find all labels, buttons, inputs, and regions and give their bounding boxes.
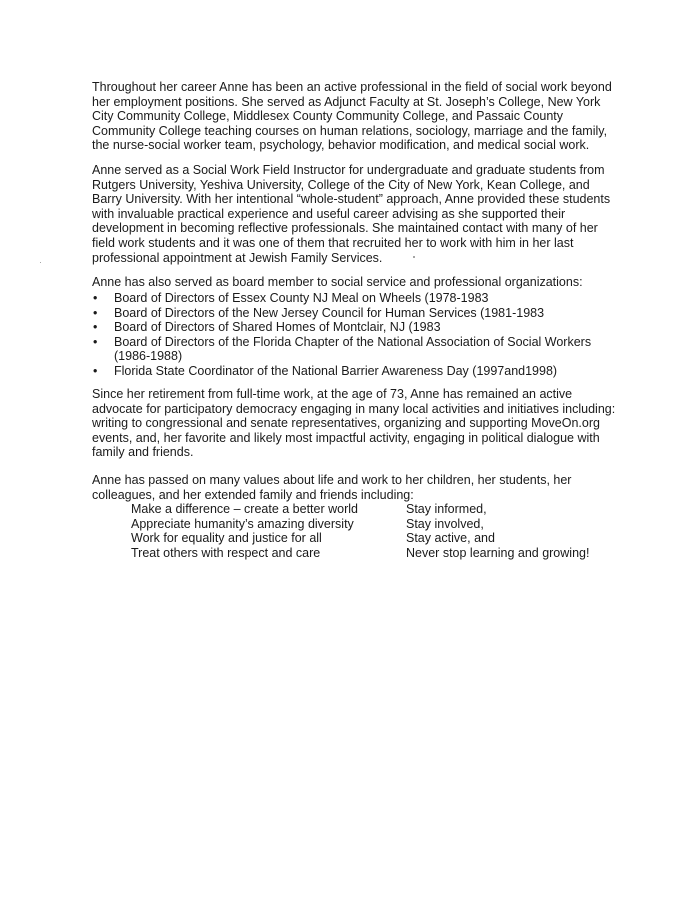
scan-speck	[40, 262, 41, 263]
value-item: Treat others with respect and care	[131, 545, 321, 560]
text-line: her employment positions. She served as Adjunct Faculty at St. Joseph’s College, New York	[92, 94, 601, 109]
list-item-text: Board of Directors of the Florida Chapter of the National Association of Social Workers	[114, 334, 592, 349]
text-line: events, and, her favorite and likely most impactful activity, engaging in political dialogue with	[92, 430, 600, 445]
paragraph-board-intro	[92, 275, 612, 290]
text-line: colleagues, and her extended family and friends including:	[92, 487, 414, 502]
value-item: Appreciate humanity’s amazing diversity	[131, 516, 354, 531]
text-line: Throughout her career Anne has been an active professional in the field of social work beyond	[92, 80, 612, 94]
text-line: Anne has passed on many values about life and work to her children, her students, her	[92, 473, 572, 487]
paragraph-values-intro	[92, 473, 612, 502]
list-item-text-continued: (1986-1988)	[114, 349, 183, 364]
bullet-icon: •	[93, 363, 98, 378]
text-line: City Community College, Middlesex County Community College, and Passaic County	[92, 109, 564, 124]
value-item: Work for equality and justice for all	[131, 531, 322, 546]
text-line: field work students and it was one of them that recruited her to work with him in her last	[92, 235, 574, 250]
bullet-icon: •	[93, 320, 98, 335]
text-line: Anne served as a Social Work Field Instructor for undergraduate and graduate students from	[92, 163, 605, 177]
text-line: advocate for participatory democracy engaging in many local activities and initiatives including:	[92, 401, 616, 416]
list-item	[92, 320, 612, 335]
text-line: development in becoming reflective professionals. She maintained contact with many of her	[92, 221, 598, 236]
list-item-text: Board of Directors of Shared Homes of Montclair, NJ (1983	[114, 320, 441, 335]
bullet-icon: •	[93, 305, 98, 320]
value-item: Stay active, and	[406, 531, 495, 546]
paragraph-adjunct-faculty	[92, 80, 612, 153]
value-item: Make a difference – create a better world	[131, 502, 358, 516]
paragraph-field-instructor	[92, 163, 612, 265]
paragraph-retirement	[92, 387, 616, 460]
value-item: Stay involved,	[406, 516, 484, 531]
text-line: professional appointment at Jewish Family Services.	[92, 250, 383, 265]
text-line: Community College teaching courses on human relations, sociology, marriage and the family,	[92, 123, 608, 138]
values-left-column	[131, 502, 358, 560]
text-line: Anne has also served as board member to social service and professional organizations:	[92, 275, 583, 289]
text-line: Rutgers University, Yeshiva University, College of the City of New York, Kean College, and	[92, 177, 590, 192]
list-item	[92, 291, 612, 306]
text-line: family and friends.	[92, 445, 194, 460]
scan-speck	[413, 256, 415, 258]
list-item-text: Board of Directors of Essex County NJ Meal on Wheels (1978-1983	[114, 291, 489, 305]
list-item	[92, 306, 612, 321]
text-line: with invaluable practical experience and useful career advising as she supported their	[92, 206, 566, 221]
bullet-icon: •	[93, 291, 98, 305]
board-positions-list	[92, 291, 612, 379]
list-item	[92, 364, 612, 379]
list-item-text: Florida State Coordinator of the National Barrier Awareness Day (1997and1998)	[114, 363, 558, 378]
list-item-text: Board of Directors of the New Jersey Council for Human Services (1981-1983	[114, 305, 545, 320]
text-line: writing to congressional and senate representatives, organizing and supporting MoveOn.org	[92, 416, 600, 431]
text-line: Barry University. With her intentional “whole-student” approach, Anne provided these students	[92, 192, 611, 207]
bullet-icon: •	[93, 334, 98, 349]
value-item: Never stop learning and growing!	[406, 545, 590, 560]
text-line: Since her retirement from full-time work, at the age of 73, Anne has remained an active	[92, 387, 573, 401]
list-item	[92, 335, 612, 364]
text-line: the nurse-social worker team, psychology, behavior modification, and medical social work.	[92, 138, 590, 153]
value-item: Stay informed,	[406, 502, 487, 516]
values-right-column	[406, 502, 589, 560]
